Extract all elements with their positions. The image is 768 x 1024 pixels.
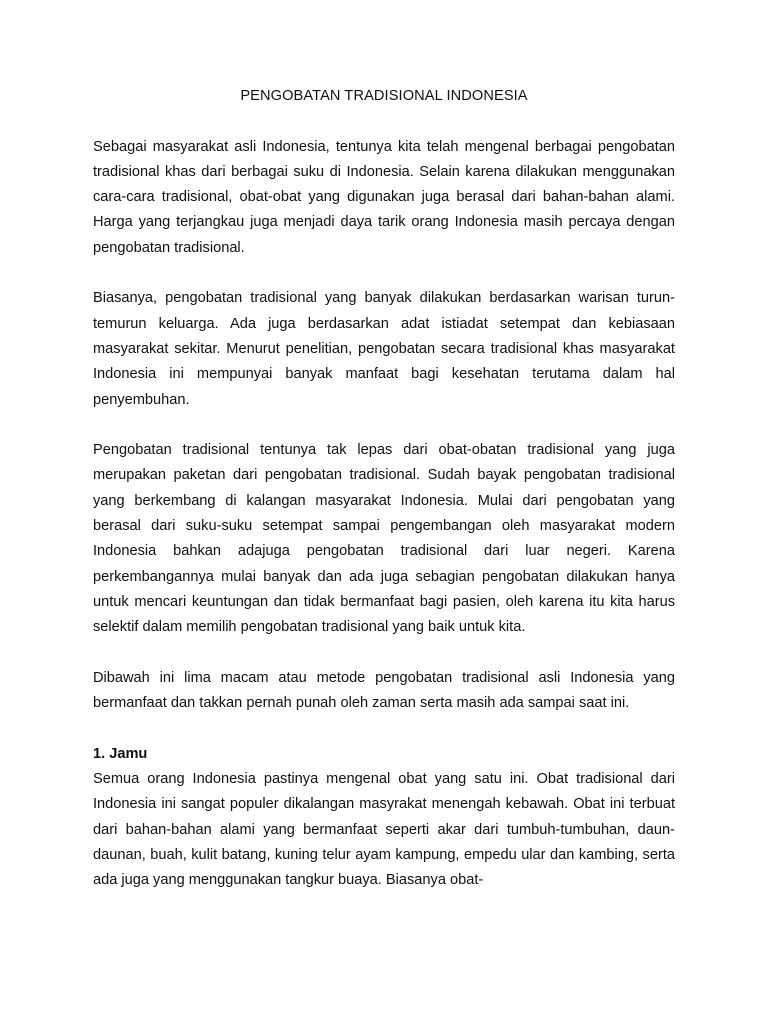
- paragraph-list-intro: Dibawah ini lima macam atau metode pengobatan tradisional asli Indonesia yang bermanfaat dan takkan pernah punah oleh zaman serta masih ada sampai saat ini.: [93, 669, 675, 712]
- paragraph-heritage: Biasanya, pengobatan tradisional yang banyak dilakukan berdasarkan warisan turun-temurun keluarga. Ada juga berdasarkan adat istiadat setempat dan kebiasaan masyarakat sekitar. Menurut penelitian, pengobatan secara tradisional khas masyarakat Indonesia ini mempunyai banyak manfaat bagi kesehatan terutama dalam hal penyembuhan.: [93, 290, 675, 408]
- section-jamu: [93, 742, 675, 894]
- section-body: Semua orang Indonesia pastinya mengenal obat yang satu ini. Obat tradisional dari Indonesia ini sangat populer dikalangan masyrakat menengah kebawah. Obat ini terbuat dari bahan-bahan alami yang bermanfaat seperti akar dari tumbuh-tumbuhan, daun-daunan, buah, kulit batang, kuning telur ayam kampung, empedu ular dan kambing, serta ada juga yang menggunakan tangkur buaya. Biasanya obat-: [93, 771, 675, 889]
- document-content: [93, 84, 675, 894]
- document-title: PENGOBATAN TRADISIONAL INDONESIA: [240, 88, 528, 104]
- paragraph-development: Pengobatan tradisional tentunya tak lepas dari obat-obatan tradisional yang juga merupakan paketan dari pengobatan tradisional. Sudah bayak pengobatan tradisional yang berkembang di kalangan masyarakat Indonesia. Mulai dari pengobatan yang berasal dari suku-suku setempat sampai pengembangan oleh masyarakat modern Indonesia bahkan adajuga pengobatan tradisional dari luar negeri. Karena perkembangannya mulai banyak dan ada juga sebagian pengobatan dilakukan hanya untuk mencari keuntungan dan tidak bermanfaat bagi pasien, oleh karena itu kita harus selektif dalam memilih pengobatan tradisional yang baik untuk kita.: [93, 442, 675, 636]
- section-heading: 1. Jamu: [93, 745, 148, 762]
- paragraph-intro: Sebagai masyarakat asli Indonesia, tentunya kita telah mengenal berbagai pengobatan tradisional khas dari berbagai suku di Indonesia. Selain karena dilakukan menggunakan cara-cara tradisional, obat-obat yang digunakan juga berasal dari bahan-bahan alami. Harga yang terjangkau juga menjadi daya tarik orang Indonesia masih percaya dengan pengobatan tradisional.: [93, 138, 675, 256]
